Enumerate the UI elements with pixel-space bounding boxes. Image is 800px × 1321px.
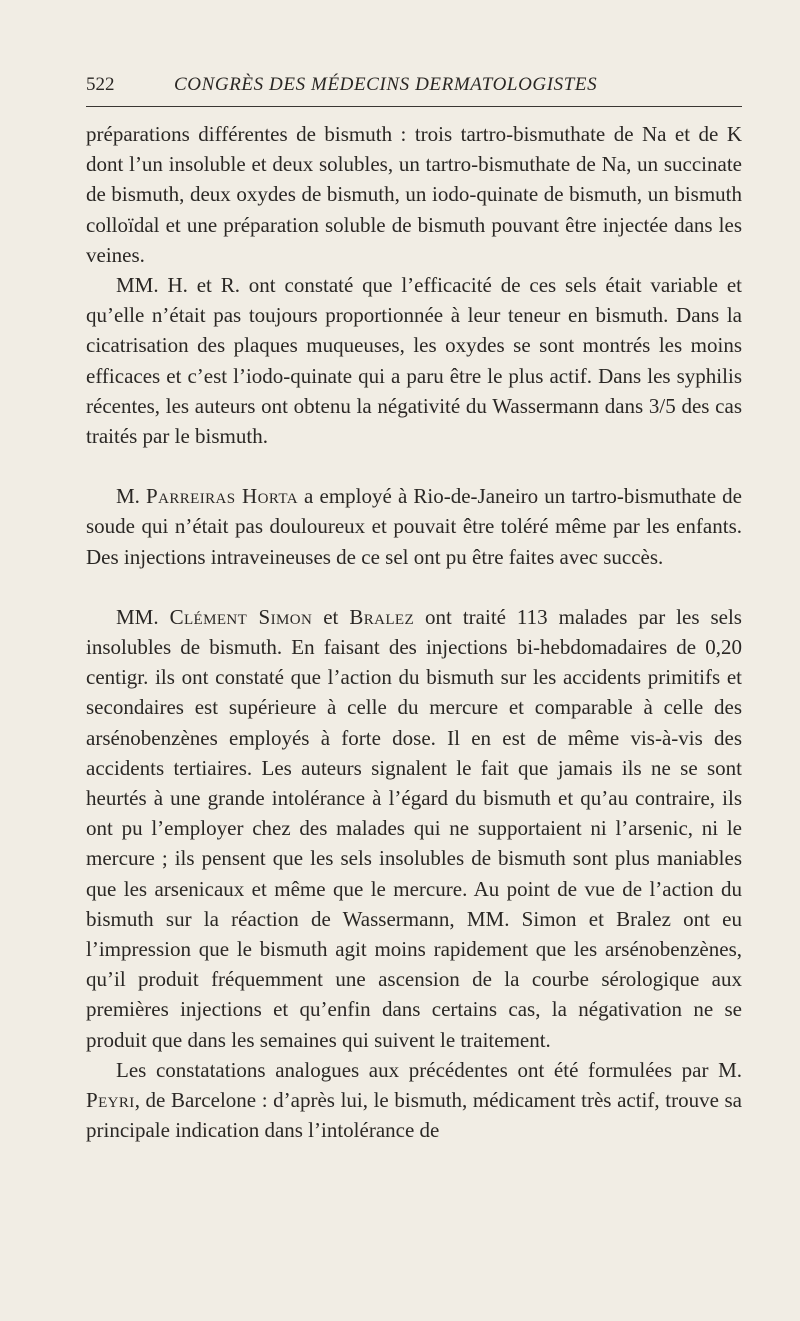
paragraph-text: préparations différentes de bismuth : trois tartro-bismuthate de Na et de K dont l’un insoluble et deux solubles, un tartro-bismuthate de Na, un succinate de bismuth, deux oxydes de bismuth, un iodo-quinate de bismuth, un bismuth colloïdal et une préparation soluble de bismuth pouvant être injectée dans les veines. [86, 122, 742, 267]
author-name: Parreiras Horta [146, 484, 298, 509]
paragraph-text: MM. H. et R. ont constaté que l’efficacité de ces sels était variable et qu’elle n’était pas toujours proportionnée à leur teneur en bismuth. Dans la cicatrisation des plaques muqueuses, les oxydes se sont montrés les moins efficaces et c’est l’iodo-quinate qui a paru être le plus actif. Dans les syphilis récentes, les auteurs ont obtenu la négativité du Wassermann dans 3/5 des cas traités par le bismuth. [86, 273, 742, 449]
conjunction: et [312, 604, 350, 629]
body-text [86, 119, 742, 1146]
author-name: Peyri [86, 1088, 135, 1113]
paragraph-text: a employé à Rio-de-Janeiro un tartro-bismuthate de soude qui n’était pas douloureux et pouvait être toléré même par les enfants. Des injections intraveineuses de ce sel ont pu être faites avec succès. [86, 484, 742, 569]
paragraph-prefix: M. [116, 484, 147, 509]
paragraph-continued [86, 119, 742, 270]
paragraph-h-et-r [86, 270, 742, 451]
paragraph-text: Les constatations analogues aux précédentes ont été formulées par M. [116, 1057, 742, 1082]
paragraph-prefix: MM. [116, 604, 170, 629]
paragraph-simon-bralez [86, 602, 742, 1055]
page-header [86, 70, 742, 107]
paragraph-text: ont traité 113 malades par les sels insolubles de bismuth. En faisant des injections bi-hebdomadaires de 0,20 centigr. ils ont constaté que l’action du bismuth sur les accidents primitifs et secondaires est supérieure à celle du mercure et comparable à celle des arsénobenzènes employés à forte dose. Il en est de même vis-à-vis des accidents tertiaires. Les auteurs signalent le fait que jamais ils ne se sont heurtés à une grande intolérance à l’égard du bismuth et qu’au contraire, ils ont pu l’employer chez des malades qui ne supportaient ni l’arsenic, ni le mercure ; ils pensent que les sels insolubles de bismuth sont plus maniables que les arsenicaux et même que le mercure. Au point de vue de l’action du bismuth sur la réaction de Wassermann, MM. Simon et Bralez ont eu l’impression que le bismuth agit moins rapidement que les arsénobenzènes, qu’il produit fréquemment une ascension de la courbe sérologique aux premières injections et qu’enfin dans certains cas, la négativation ne se produit que dans les semaines qui suivent le traitement. [86, 604, 742, 1052]
paragraph-text: , de Barcelone : d’après lui, le bismuth, médicament très actif, trouve sa principale indication dans l’intolérance de [86, 1088, 742, 1143]
author-name: Bralez [349, 604, 415, 629]
paragraph-peyri [86, 1055, 742, 1146]
page-number: 522 [86, 74, 115, 95]
running-title: CONGRÈS DES MÉDECINS DERMATOLOGISTES [174, 74, 598, 95]
book-page [86, 70, 742, 1146]
author-name: Clément Simon [169, 604, 313, 629]
paragraph-parreiras-horta [86, 481, 742, 572]
